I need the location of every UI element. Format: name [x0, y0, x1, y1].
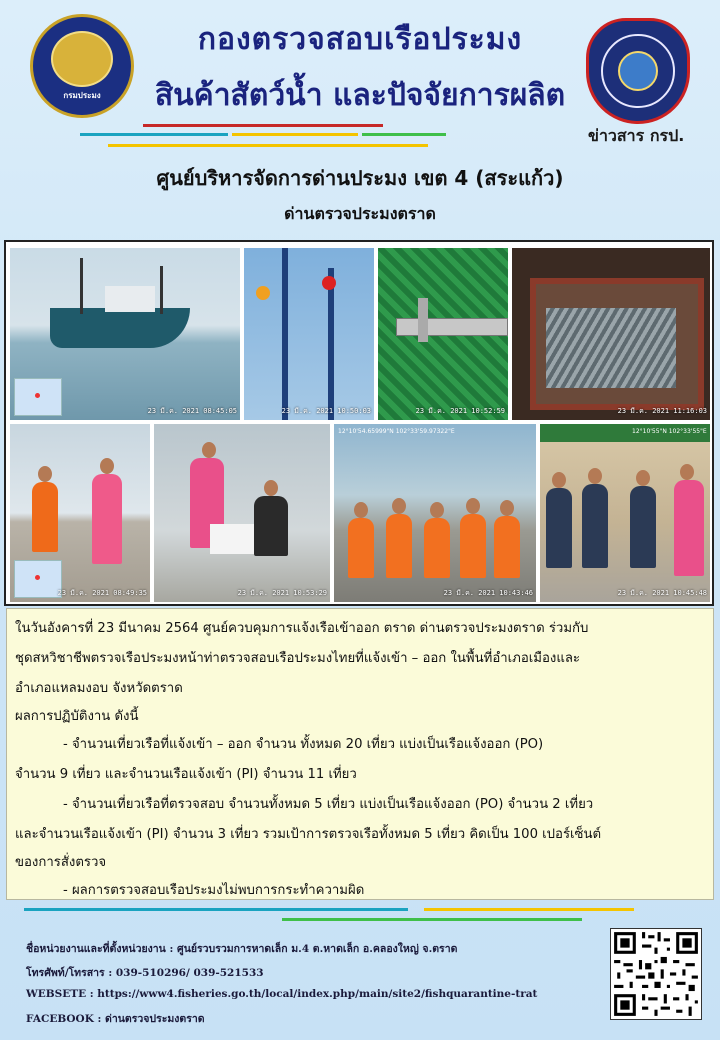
person-orange-vest — [460, 514, 486, 578]
royal-seal-emblem — [51, 31, 113, 87]
result-item: - จำนวนเที่ยวเรือที่แจ้งเข้า – ออก จำนวน ทั้งหมด 20 เที่ยว แบ่งเป็นเรือแจ้งออก (PO) — [63, 737, 544, 752]
result-item-continued: ของการสั่งตรวจ — [15, 855, 107, 870]
footer-divider-teal — [24, 908, 408, 911]
person-head — [466, 498, 480, 514]
department-of-fisheries-logo — [30, 14, 134, 118]
photo-timestamp: 23 มี.ค. 2021 08:49:35 — [57, 589, 147, 597]
footer-website: WEBSETE : https://www4.fisheries.go.th/local/index.php/main/site2/fishquarantine-trat — [26, 988, 538, 1000]
person-officer — [546, 488, 572, 568]
footer-divider-green — [282, 918, 582, 921]
results-heading: ผลการปฏิบัติงาน ดังนี้ — [15, 709, 139, 724]
photo-fishing-boat — [10, 248, 240, 420]
photo-timestamp: 23 มี.ค. 2021 10:43:46 — [443, 589, 533, 597]
photo-collage — [4, 240, 714, 606]
result-item-continued: จำนวน 9 เที่ยว และจำนวนเรือแจ้งเข้า (PI) จำนวน 11 เที่ยว — [15, 767, 357, 782]
result-item: - จำนวนเที่ยวเรือที่ตรวจสอบ จำนวนทั้งหมด 5 เที่ยว แบ่งเป็นเรือแจ้งออก (PO) จำนวน 2 เที่ยว — [63, 797, 594, 812]
photo-officers-pier — [10, 424, 150, 602]
news-label: ข่าวสาร กรป. — [588, 126, 685, 145]
photo-timestamp: 23 มี.ค. 2021 08:45:05 — [147, 407, 237, 415]
person-officer — [582, 484, 608, 568]
person-head — [38, 466, 52, 482]
photo-document-check — [154, 424, 330, 602]
person-head — [588, 468, 602, 484]
fishery-inspection-logo — [586, 18, 690, 124]
person-head — [636, 470, 650, 486]
logo-band-text: กรมประมง — [63, 91, 101, 100]
paragraph-line: ในวันอังคารที่ 23 มีนาคม 2564 ศูนย์ควบคุมการแจ้งเรือเข้าออก ตราด ด่านตรวจประมงตราด ร่วมกับ — [15, 621, 589, 636]
person-head — [354, 502, 368, 518]
divider-yellow-low — [108, 144, 428, 147]
footer-facebook: FACEBOOK : ด่านตรวจประมงตราด — [26, 1013, 205, 1025]
divider-teal — [80, 133, 228, 136]
footer-address: ชื่อหน่วยงานและที่ตั้งหน่วยงาน : ศูนย์รวบรวมการหาดเล็ก ม.4 ต.หาดเล็ก อ.คลองใหญ่ จ.ตราด — [26, 943, 458, 955]
fishery-inspection-ring — [601, 34, 675, 108]
person-orange-vest — [386, 514, 412, 578]
report-text-box — [6, 608, 714, 900]
photo-mast-lights — [244, 248, 374, 420]
office-name: ด่านตรวจประมงตราด — [284, 204, 436, 223]
footer-phone: โทรศัพท์/โทรสาร : 039-510296/ 039-521533 — [26, 967, 264, 979]
photo-timestamp: 23 มี.ค. 2021 10:52:59 — [415, 407, 505, 415]
location-map-thumbnail — [14, 378, 62, 416]
person-head — [100, 458, 114, 474]
person-head — [552, 472, 566, 488]
person-seated — [254, 496, 288, 556]
photo-timestamp: 23 มี.ค. 2021 10:53:29 — [237, 589, 327, 597]
person-orange-vest — [494, 516, 520, 578]
divider-red — [143, 124, 383, 127]
paragraph-line: อำเภอแหลมงอบ จังหวัดตราด — [15, 681, 183, 696]
person-head — [680, 464, 694, 480]
person-orange-vest — [348, 518, 374, 578]
page-title-line1: กองตรวจสอบเรือประมง — [197, 22, 523, 57]
qr-code-pattern — [611, 929, 701, 1019]
location-map-thumbnail — [14, 560, 62, 598]
photo-officers-building — [540, 424, 710, 602]
page-title-line2: สินค้าสัตว์น้ำ และปัจจัยการผลิต — [154, 78, 566, 113]
photo-fish-hold — [512, 248, 710, 420]
person-head — [392, 498, 406, 514]
photo-crew-lineup — [334, 424, 536, 602]
center-name: ศูนย์บริหารจัดการด่านประมง เขต 4 (สระแก้ว) — [156, 166, 564, 190]
photo-timestamp: 23 มี.ค. 2021 11:16:03 — [617, 407, 707, 415]
person-orange-vest — [424, 518, 450, 578]
person-head — [430, 502, 444, 518]
divider-yellow — [232, 133, 358, 136]
gps-coordinates: 12°10'55"N 102°33'55"E — [632, 428, 707, 435]
qr-code[interactable] — [610, 928, 702, 1020]
footer-divider-yellow — [424, 908, 634, 911]
fishery-inspection-emblem — [618, 51, 658, 91]
person-officer — [630, 486, 656, 568]
person-head — [500, 500, 514, 516]
divider-green — [362, 133, 446, 136]
photo-timestamp: 23 มี.ค. 2021 10:45:48 — [617, 589, 707, 597]
result-item: - ผลการตรวจสอบเรือประมงไม่พบการกระทำความผิด — [63, 883, 365, 898]
person-pink-shirt — [674, 480, 704, 576]
photo-timestamp: 23 มี.ค. 2021 10:50:03 — [281, 407, 371, 415]
paragraph-line: ชุดสหวิชาชีพตรวจเรือประมงหน้าท่าตรวจสอบเรือประมงไทยที่แจ้งเข้า – ออก ในพื้นที่อำเภอเมืองและ — [15, 651, 580, 666]
person-head — [264, 480, 278, 496]
result-item-continued: และจำนวนเรือแจ้งเข้า (PI) จำนวน 3 เที่ยว รวมเป้าการตรวจเรือทั้งหมด 5 เที่ยว คิดเป็น 100 เปอร์เซ็นต์ — [15, 827, 602, 842]
gps-coordinates: 12°10'54.65999"N 102°33'59.97322"E — [338, 428, 455, 435]
person-head — [202, 442, 216, 458]
photo-net-measurement — [378, 248, 508, 420]
person-orange-vest — [32, 482, 58, 552]
person-pink-shirt — [92, 474, 122, 564]
